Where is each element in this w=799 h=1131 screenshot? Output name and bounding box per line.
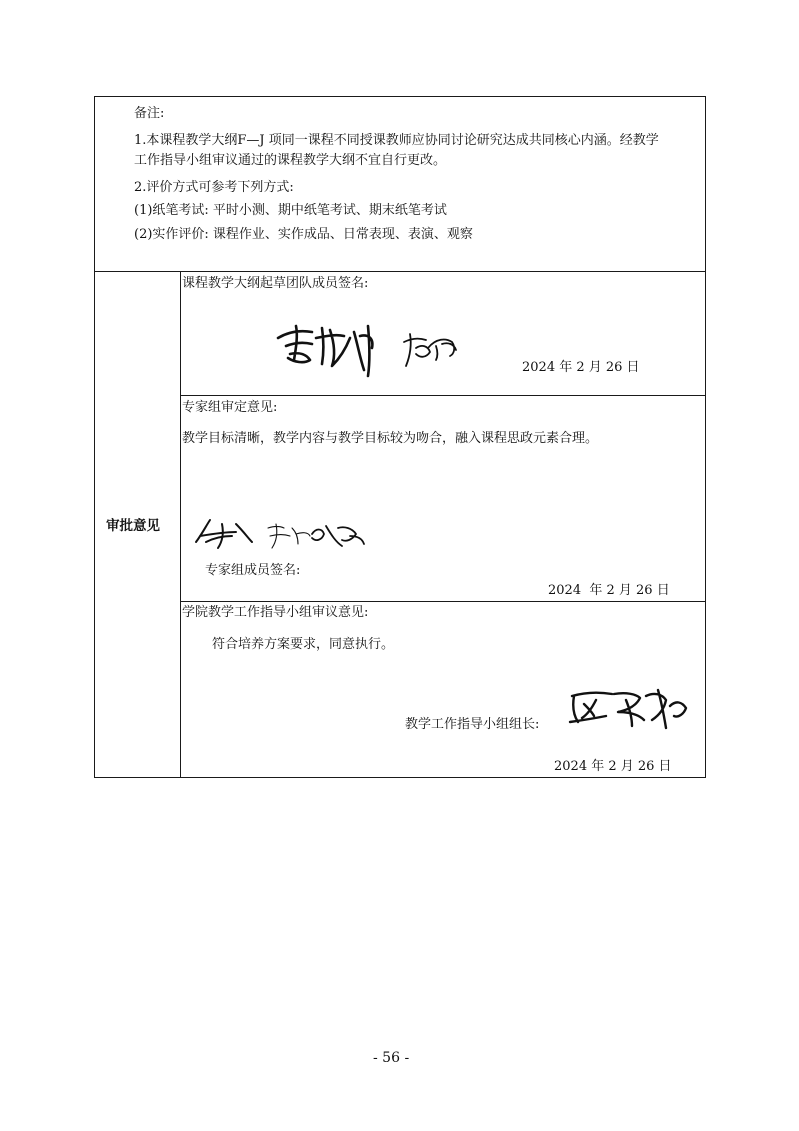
expert-heading: 专家组审定意见: [182,400,278,415]
page-number: - 56 - [373,1050,410,1066]
table-border-bottom [94,777,706,778]
label-column-divider [180,271,181,778]
table-border-right [705,96,706,778]
drafting-signatures [270,318,480,378]
college-heading: 学院教学工作指导小组审议意见: [182,605,369,620]
notes-title: 备注: [134,106,165,121]
notes-item-2: 2.评价方式可参考下列方式: [134,180,294,195]
expert-sign-label: 专家组成员签名: [205,563,301,578]
drafting-date: 2024 年 2 月 26 日 [522,360,640,375]
expert-row-divider [180,601,706,602]
notes-item-1b: 工作指导小组审议通过的课程教学大纲不宜自行更改。 [134,153,447,168]
expert-opinion: 教学目标清晰，教学内容与教学目标较为吻合，融入课程思政元素合理。 [182,431,599,446]
drafting-heading: 课程教学大纲起草团队成员签名: [182,276,369,291]
notes-item-3: (1)纸笔考试: 平时小测、期中纸笔考试、期末纸笔考试 [134,203,447,218]
expert-date: 2024 年 2 月 26 日 [548,583,670,598]
review-label: 审批意见 [106,518,160,534]
notes-item-1a: 1.本课程教学大纲F—J 项同一课程不同授课教师应协同讨论研究达成共同核心内涵。经教学 [134,133,659,148]
college-sign-label: 教学工作指导小组组长: [405,717,540,732]
notes-row-divider [94,271,706,272]
drafting-row-divider [180,395,706,396]
table-border-top [94,96,706,97]
college-date: 2024 年 2 月 26 日 [554,759,672,774]
notes-item-4: (2)实作评价: 课程作业、实作成品、日常表现、表演、观察 [134,227,473,242]
expert-signatures [192,514,372,554]
college-opinion: 符合培养方案要求，同意执行。 [212,637,395,652]
college-signature [566,686,696,732]
table-border-left [94,96,95,778]
